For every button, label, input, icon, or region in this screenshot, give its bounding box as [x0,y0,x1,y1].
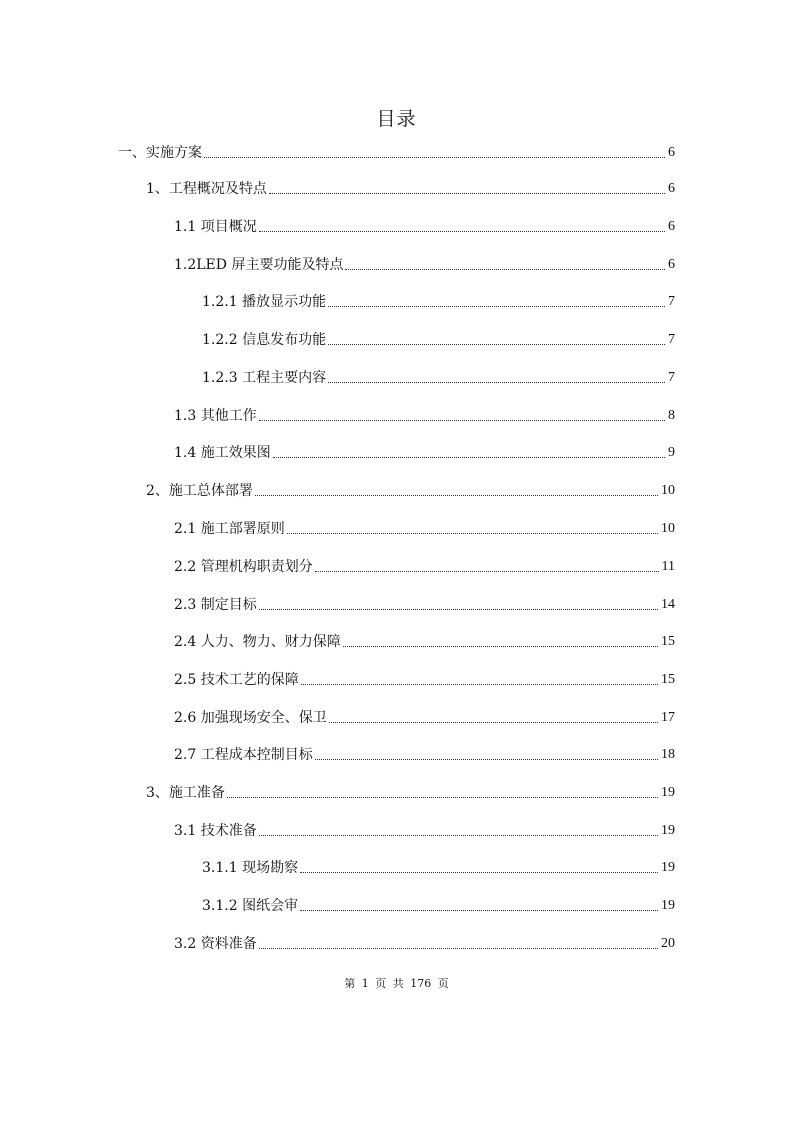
toc-entry-label: 1.3 其他工作 [174,408,257,424]
toc-entry[interactable] [146,780,675,802]
toc-entry-page: 19 [661,860,675,875]
toc-leader-dots [343,645,658,647]
toc-entry-label: 2、施工总体部署 [146,483,253,499]
page-title: 目录 [376,108,417,130]
toc-entry[interactable] [118,140,675,162]
toc-entry[interactable] [202,289,675,311]
toc-entry-page: 14 [661,597,675,612]
toc-leader-dots [300,871,658,873]
toc-entry[interactable] [146,176,675,198]
toc-entry[interactable] [202,327,675,349]
toc-entry-page: 6 [668,181,675,196]
toc-leader-dots [329,721,658,723]
toc-entry-label: 1.4 施工效果图 [174,445,271,461]
toc-leader-dots [301,683,658,685]
toc-leader-dots [259,608,658,610]
toc-entry-page: 19 [661,785,675,800]
toc-entry-page: 10 [661,483,675,498]
toc-entry-label: 1.1 项目概况 [174,219,257,235]
toc-entry-label: 1.2.2 信息发布功能 [202,332,327,348]
toc-entry-label: 2.5 技术工艺的保障 [174,672,299,688]
toc-entry-page: 18 [661,747,675,762]
toc-entry-page: 7 [668,332,675,347]
toc-entry[interactable] [174,931,675,953]
toc-leader-dots [269,192,665,194]
toc-leader-dots [255,494,658,496]
toc-entry-label: 3.2 资料准备 [174,936,257,952]
toc-leader-dots [345,268,665,270]
toc-entry-page: 6 [668,219,675,234]
toc-entry-label: 3、施工准备 [146,785,225,801]
toc-entry[interactable] [174,667,675,689]
toc-leader-dots [273,456,665,458]
toc-entry-page: 10 [661,521,675,536]
toc-entry-page: 19 [661,823,675,838]
toc-leader-dots [259,834,658,836]
toc-entry[interactable] [174,554,675,576]
toc-leader-dots [328,305,665,307]
toc-entry[interactable] [174,818,675,840]
toc-entry-page: 19 [661,898,675,913]
toc-leader-dots [259,947,658,949]
page-footer: 第 1 页 共 176 页 [344,977,449,990]
toc-entry-label: 3.1.1 现场勘察 [202,860,299,876]
toc-leader-dots [259,419,665,421]
toc-leader-dots [328,343,665,345]
toc-entry-label: 1.2.1 播放显示功能 [202,294,327,310]
toc-entry-page: 6 [668,257,675,272]
toc-entry[interactable] [174,214,675,236]
toc-leader-dots [328,381,665,383]
toc-entry[interactable] [174,742,675,764]
toc-entry-label: 2.1 施工部署原则 [174,521,285,537]
toc-entry-page: 20 [661,936,675,951]
toc-leader-dots [204,156,665,158]
toc-entry-label: 2.2 管理机构职责划分 [174,559,313,575]
toc-leader-dots [315,570,659,572]
toc-entry[interactable] [202,365,675,387]
toc-entry-page: 7 [668,370,675,385]
toc-entry[interactable] [174,516,675,538]
toc-entry-label: 2.6 加强现场安全、保卫 [174,710,327,726]
toc-entry-label: 1、工程概况及特点 [146,181,267,197]
toc-entry-label: 2.4 人力、物力、财力保障 [174,634,341,650]
toc-entry-label: 1.2.3 工程主要内容 [202,370,327,386]
toc-entry[interactable] [202,855,675,877]
toc-leader-dots [315,758,658,760]
toc-entry[interactable] [174,403,675,425]
toc-entry-label: 2.3 制定目标 [174,597,257,613]
toc-entry[interactable] [146,478,675,500]
toc-entry-page: 9 [668,445,675,460]
toc-entry[interactable] [174,592,675,614]
toc-entry-label: 一、实施方案 [118,145,202,161]
toc-entry-page: 15 [661,634,675,649]
toc-entry-label: 3.1 技术准备 [174,823,257,839]
toc-entry-page: 7 [668,294,675,309]
toc-entry-page: 17 [661,710,675,725]
toc-leader-dots [227,796,658,798]
toc-entry-label: 3.1.2 图纸会审 [202,898,299,914]
toc-leader-dots [259,230,665,232]
toc-entry[interactable] [174,440,675,462]
toc-entry-page: 6 [668,145,675,160]
toc-entry[interactable] [202,893,675,915]
toc-entry-label: 2.7 工程成本控制目标 [174,747,313,763]
toc-leader-dots [287,532,658,534]
toc-entry-label: 1.2LED 屏主要功能及特点 [174,257,344,273]
toc-entry[interactable] [174,705,675,727]
toc-entry-page: 8 [668,408,675,423]
toc-leader-dots [300,909,658,911]
toc-entry[interactable] [174,252,675,274]
toc-entry-page: 15 [661,672,675,687]
toc-entry[interactable] [174,629,675,651]
toc-entry-page: 11 [661,559,675,574]
